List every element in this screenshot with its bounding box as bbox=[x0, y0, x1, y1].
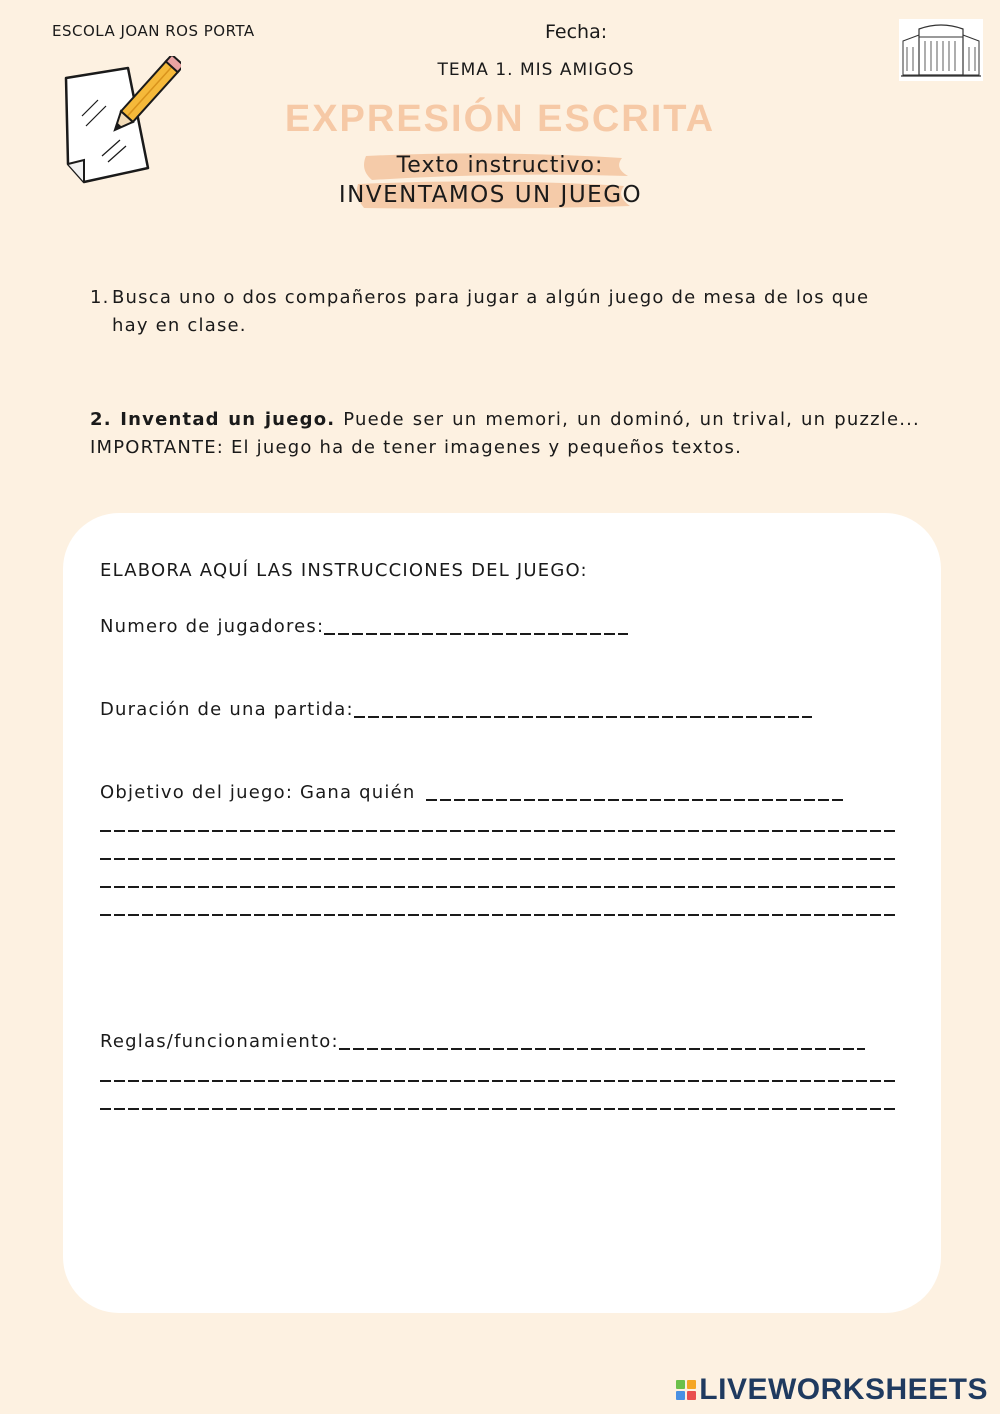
instruction-2-heading: 2. Inventad un juego. bbox=[90, 409, 336, 430]
instruction-1 bbox=[90, 284, 910, 340]
players-field[interactable] bbox=[100, 616, 628, 637]
players-answer-line[interactable] bbox=[324, 633, 628, 635]
objective-field[interactable] bbox=[100, 782, 844, 803]
instruction-1-number: 1. bbox=[90, 287, 110, 308]
rules-answer-line[interactable] bbox=[339, 1048, 865, 1050]
objective-answer-line[interactable] bbox=[426, 799, 844, 801]
instruction-1-text: Busca uno o dos compañeros para jugar a algún juego de mesa de los que hay en clase. bbox=[112, 287, 870, 336]
school-name: ESCOLA JOAN ROS PORTA bbox=[52, 22, 255, 40]
rules-answer-line[interactable] bbox=[100, 1080, 895, 1082]
rules-answer-line[interactable] bbox=[100, 1108, 895, 1110]
brand-name: LIVEWORKSHEETS bbox=[699, 1373, 988, 1406]
objective-answer-line[interactable] bbox=[100, 830, 895, 832]
section-title: EXPRESIÓN ESCRITA bbox=[284, 98, 716, 140]
duration-answer-line[interactable] bbox=[354, 716, 812, 718]
form-heading: ELABORA AQUÍ LAS INSTRUCCIONES DEL JUEGO: bbox=[100, 560, 588, 581]
players-label: Numero de jugadores: bbox=[100, 616, 325, 637]
rules-field[interactable] bbox=[100, 1031, 865, 1052]
text-type-label: Texto instructivo: bbox=[396, 153, 604, 178]
objective-answer-line[interactable] bbox=[100, 914, 895, 916]
liveworksheets-logo-icon bbox=[676, 1380, 696, 1400]
objective-label: Objetivo del juego: Gana quién bbox=[100, 782, 416, 803]
page-title: INVENTAMOS UN JUEGO bbox=[338, 182, 643, 208]
rules-label: Reglas/funcionamiento: bbox=[100, 1031, 339, 1052]
objective-answer-line[interactable] bbox=[100, 886, 895, 888]
objective-answer-line[interactable] bbox=[100, 858, 895, 860]
liveworksheets-logo bbox=[676, 1373, 988, 1407]
instruction-2 bbox=[90, 406, 920, 462]
unit-title: TEMA 1. MIS AMIGOS bbox=[437, 60, 635, 80]
duration-label: Duración de una partida: bbox=[100, 699, 354, 720]
duration-field[interactable] bbox=[100, 699, 812, 720]
date-label: Fecha: bbox=[545, 21, 608, 43]
instruction-2-text: Puede ser un memori, un dominó, un trival, un puzzle... IMPORTANTE: El juego ha de tener imagenes y pequeños textos. bbox=[90, 409, 920, 458]
